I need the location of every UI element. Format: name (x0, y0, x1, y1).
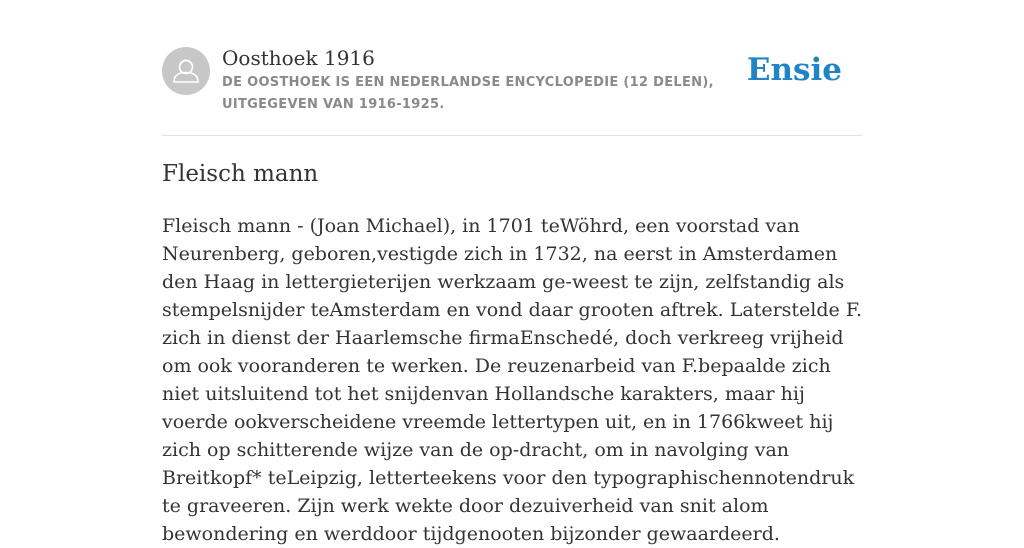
ensie-logo-link[interactable]: Ensie (746, 52, 842, 88)
user-icon (162, 47, 210, 95)
source-title[interactable]: Oosthoek 1916 (222, 46, 375, 70)
source-header (162, 46, 862, 114)
entry-title: Fleisch mann (162, 161, 319, 187)
header-divider (162, 135, 862, 136)
source-description: DE OOSTHOEK IS EEN NEDERLANDSE ENCYCLOPEDIE (12 DELEN), UITGEGEVEN VAN 1916-1925. (222, 75, 714, 112)
avatar (162, 47, 210, 95)
entry-body: Fleisch mann - (Joan Michael), in 1701 teWöhrd, een voorstad van Neurenberg, geboren,vestigde zich in 1732, na eerst in Amsterdamen den Haag in lettergieterijen werkzaam ge-weest te zijn, zelfstandig als stempelsnijder teAmsterdam en vond daar grooten aftrek. Laterstelde F. zich in dienst der Haarlemsche firmaEnschedé, doch verkreeg vrijheid om ook vooranderen te werken. De reuzenarbeid van F.bepaalde zich niet uitsluitend tot het snijdenvan Hollandsche karakters, maar hij voerde ookverscheidene vreemde lettertypen uit, en in 1766kweet hij zich op schitterende wijze van de op-dracht, om in navolging van Breitkopf* teLeipzig, letterteekens voor den typographischennotendruk te graveeren. Zijn werk wekte door dezuiverheid van snit alom bewondering en werddoor tijdgenooten bijzonder gewaardeerd. (162, 215, 863, 545)
